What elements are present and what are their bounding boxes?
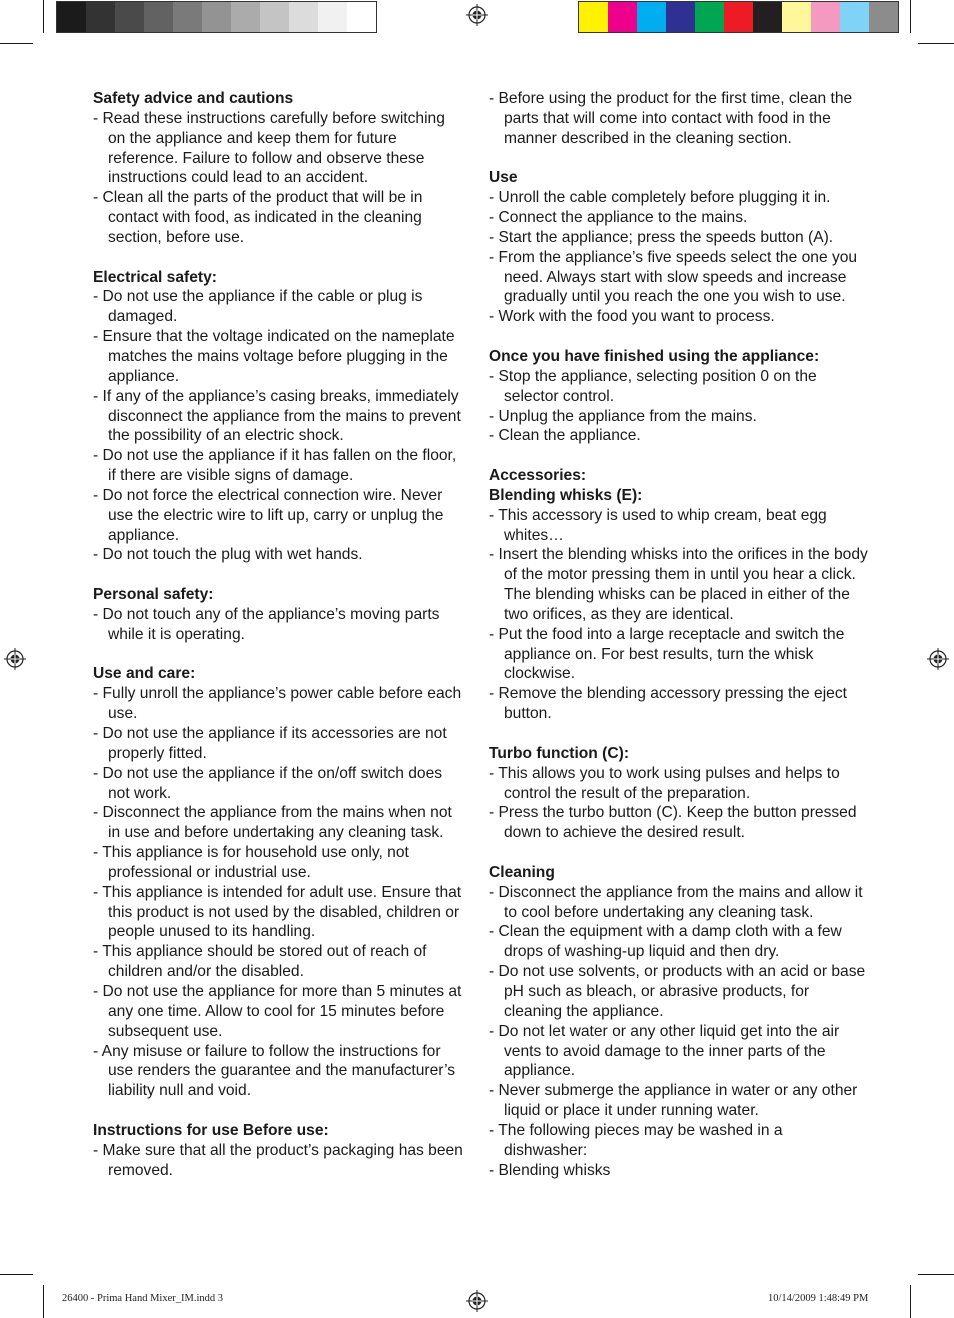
list-item: - Any misuse or failure to follow the instructions for use renders the guarantee and the manufacturer’s liability null and void. — [93, 1042, 456, 1100]
crop-mark — [0, 43, 33, 44]
list-item: - If any of the appliance’s casing breaks, immediately disconnect the appliance from the mains to prevent the possibility of an electric shock. — [93, 387, 461, 445]
list-item: - Do not use the appliance if its accessories are not properly fitted. — [93, 725, 447, 762]
list-item: - Ensure that the voltage indicated on the nameplate matches the mains voltage before plugging in the appliance. — [93, 328, 455, 385]
registration-mark-icon — [466, 1290, 488, 1312]
registration-mark-icon — [466, 4, 488, 26]
list-item: - Work with the food you want to process. — [489, 308, 775, 326]
section-heading: Instructions for use Before use: — [93, 1121, 329, 1139]
list-item: - Do not use the appliance for more than 5 minutes at any one time. Allow to cool for 15 minutes before subsequent use. — [93, 982, 462, 1040]
color-swatch — [318, 2, 347, 32]
section — [93, 268, 463, 566]
crop-mark — [918, 43, 954, 44]
list-item: - This allows you to work using pulses and helps to control the result of the preparation. — [489, 764, 840, 802]
list-item: - Do not use the appliance if it has fallen on the floor, if there are visible signs of damage. — [93, 447, 457, 485]
list-item: - Connect the appliance to the mains. — [489, 209, 748, 227]
grayscale-color-bar — [56, 1, 377, 33]
section-heading: Turbo function (C): — [489, 744, 630, 762]
color-swatch — [86, 2, 115, 32]
section-heading: Personal safety: — [93, 586, 214, 604]
list-item: - Read these instructions carefully before switching on the appliance and keep them for future reference. Failure to follow and observe these instructions could lead to an accident. — [93, 109, 445, 187]
crop-mark — [0, 1274, 33, 1275]
right-text-column — [489, 89, 869, 1180]
color-swatch — [231, 2, 260, 32]
list-item: - The following pieces may be washed in a dishwasher: — [489, 1121, 783, 1159]
color-swatch — [289, 2, 318, 32]
list-item: - Clean all the parts of the product that will be in contact with food, as indicated in the cleaning section, before use. — [93, 189, 423, 246]
crop-mark — [918, 1274, 954, 1275]
color-swatch — [173, 2, 202, 32]
list-item: - Do not use the appliance if the cable or plug is damaged. — [93, 288, 423, 326]
section — [489, 168, 869, 327]
list-item: - This appliance is intended for adult use. Ensure that this product is not used by the disabled, children or people unused to its handling. — [93, 883, 462, 941]
footer-timestamp: 10/14/2009 1:48:49 PM — [768, 1293, 869, 1304]
color-swatch — [811, 2, 840, 32]
registration-mark-icon — [927, 648, 949, 670]
crop-mark — [43, 1285, 44, 1318]
list-item: - Do not touch the plug with wet hands. — [93, 546, 363, 564]
section-heading: Electrical safety: — [93, 268, 217, 286]
list-item: - Do not force the electrical connection wire. Never use the electric wire to lift up, carry or unplug the appliance. — [93, 486, 444, 544]
color-swatch — [782, 2, 811, 32]
list-item: - Fully unroll the appliance’s power cable before each use. — [93, 685, 462, 723]
section-heading: Cleaning — [489, 863, 555, 881]
color-swatch — [579, 2, 608, 32]
process-color-bar — [578, 1, 899, 33]
list-item: - Do not use the appliance if the on/off switch does not work. — [93, 764, 443, 802]
color-swatch — [869, 2, 898, 32]
section — [489, 863, 869, 1181]
list-item: - This appliance is for household use only, not professional or industrial use. — [93, 844, 409, 881]
crop-mark — [910, 1285, 911, 1318]
section-subheading: Blending whisks (E): — [489, 486, 643, 504]
list-item: - Disconnect the appliance from the mains when not in use and before undertaking any cleaning task. — [93, 804, 452, 842]
section — [93, 664, 463, 1101]
section — [93, 89, 463, 248]
list-item: - Unroll the cable completely before plugging it in. — [489, 189, 831, 207]
crop-mark — [910, 0, 911, 33]
section — [489, 347, 869, 446]
section — [93, 1121, 463, 1181]
list-item: - Disconnect the appliance from the mains and allow it to cool before undertaking any cleaning task. — [489, 883, 863, 921]
section-heading: Use — [489, 169, 518, 187]
color-swatch — [840, 2, 869, 32]
color-swatch — [608, 2, 637, 32]
list-item: - Press the turbo button (C). Keep the button pressed down to achieve the desired result. — [489, 804, 857, 842]
color-swatch — [260, 2, 289, 32]
list-item: - Put the food into a large receptacle and switch the appliance on. For best results, turn the whisk clockwise. — [489, 625, 845, 683]
color-swatch — [753, 2, 782, 32]
list-item: - Before using the product for the first time, clean the parts that will come into contact with food in the manner described in the cleaning section. — [489, 90, 853, 147]
color-swatch — [347, 2, 376, 32]
list-item: - Do not touch any of the appliance’s moving parts while it is operating. — [93, 605, 440, 643]
registration-mark-icon — [4, 648, 26, 670]
footer-file-label: 26400 - Prima Hand Mixer_IM.indd 3 — [62, 1293, 223, 1304]
color-swatch — [724, 2, 753, 32]
crop-mark — [43, 0, 44, 33]
color-swatch — [695, 2, 724, 32]
color-swatch — [666, 2, 695, 32]
color-swatch — [202, 2, 231, 32]
color-swatch — [115, 2, 144, 32]
section-heading: Use and care: — [93, 665, 196, 683]
list-item: - From the appliance’s five speeds select the one you need. Always start with slow speeds and increase gradually until you reach the one you wish to use. — [489, 248, 858, 306]
list-item: - Start the appliance; press the speeds button (A). — [489, 228, 834, 246]
color-swatch — [637, 2, 666, 32]
list-item: - This accessory is used to whip cream, beat egg whites… — [489, 506, 827, 544]
list-item: - Stop the appliance, selecting position 0 on the selector control. — [489, 367, 817, 405]
list-item: - Never submerge the appliance in water or any other liquid or place it under running water. — [489, 1082, 858, 1120]
color-swatch — [144, 2, 173, 32]
list-item: - Blending whisks — [489, 1161, 611, 1179]
section-heading: Safety advice and cautions — [93, 90, 294, 107]
section — [489, 744, 869, 843]
section — [489, 89, 869, 149]
list-item: - Unplug the appliance from the mains. — [489, 407, 757, 425]
list-item: - Clean the equipment with a damp cloth with a few drops of washing-up liquid and then dry. — [489, 923, 842, 961]
color-swatch — [57, 2, 86, 32]
list-item: - Insert the blending whisks into the orifices in the body of the motor pressing them in until you hear a click. The blending whisks can be placed in either of the two orifices, as they are identical. — [489, 546, 868, 623]
left-text-column — [93, 89, 463, 1180]
list-item: - Remove the blending accessory pressing the eject button. — [489, 685, 847, 723]
list-item: - This appliance should be stored out of reach of children and/or the disabled. — [93, 943, 427, 981]
section-heading: Once you have finished using the appliance: — [489, 347, 820, 365]
section — [489, 466, 869, 724]
list-item: - Do not use solvents, or products with an acid or base pH such as bleach, or abrasive products, for cleaning the appliance. — [489, 963, 866, 1020]
section-heading: Accessories: — [489, 467, 587, 485]
section — [93, 585, 463, 645]
list-item: - Make sure that all the product’s packaging has been removed. — [93, 1141, 463, 1179]
list-item: - Clean the appliance. — [489, 427, 641, 445]
list-item: - Do not let water or any other liquid get into the air vents to avoid damage to the inner parts of the appliance. — [489, 1022, 840, 1080]
